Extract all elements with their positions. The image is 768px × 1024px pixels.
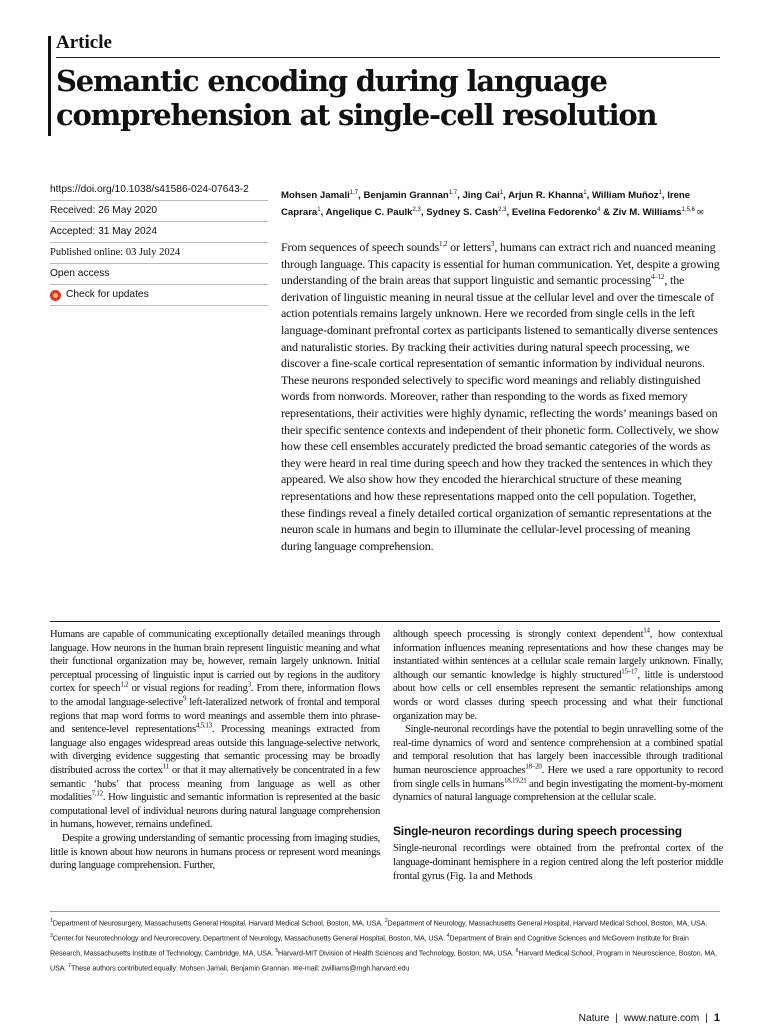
citation-superscript[interactable]: 15–17 [621,667,638,676]
article-type-label: Article [56,32,112,53]
author-affiliation-superscript: 1 [658,190,662,196]
citation-superscript[interactable]: 7,12 [91,789,103,798]
citation-superscript[interactable]: 6 [515,947,519,954]
author-affiliation-superscript: 2,3 [412,207,421,214]
author-affiliation-superscript: 1,7 [349,190,359,196]
abstract: From sequences of speech sounds$^{1,2}$ or letters$^3$, humans can extract rich and nuanced meaning through language. This capacity is essential for human communication. Yet, despite a growing understanding of the brain areas that support linguistic and semantic processing$^{4-12}$, the derivation of linguistic meaning in neural tissue at the cellular level and over the timescale of action potentials remains largely unknown. Here we recorded from single cells in the left language-dominant prefrontal cortex as participants listened to semantically diverse sentences and naturalistic stories. By tracking their activities during natural speech processing, we discover a fine-scale cortical representation of semantic information by individual neurons. These neurons responded selectively to specific word meanings and reliably distinguished words from nonwords. Moreover, rather than responding to the words as fixed memory representations, their activities were highly dynamic, reflecting the words’ meanings based on their specific sentence contexts and independent of their phonetic form. Collectively, we show how these cell ensembles accurately predicted the broad semantic categories of the words as they were heard in real time during speech and how they tracked the sentences in which they appeared. We also show how they encoded the hierarchical structure of these meaning representations and how these representations mapped onto the cell population. Together, these findings reveal a finely detailed cortical organization of semantic representations at the neuron scale in humans and begin to illuminate the cellular-level processing of meaning during language comprehension. [281,240,720,553]
crossmark-icon [50,290,61,301]
citation-superscript[interactable]: 3 [50,932,53,939]
body-paragraph: Single-neuronal recordings have the potential to begin unravelling some of the real-time dynamics of word and sentence comprehension at a combined spatial and temporal resolution that has largely been inaccessible through traditional human neuroscience approaches$^{18-20}$. Here we used a rare opportunity to record from single cells in humans$^{18,19,21}$ and begin investigating the moment-by-moment dynamics of natural language comprehension at the cellular scale. [393,724,723,804]
author-name[interactable]: Irene Caprara$^1$ [281,190,691,219]
citation-superscript[interactable]: 14 [643,626,650,635]
author-name[interactable]: Jing Cai$^1$ [462,190,504,202]
body-paragraph: Despite a growing understanding of semantic processing from imaging studies, little is known about how neurons in humans process or represent word meanings during language comprehension. Further, [50,832,380,872]
citation-superscript[interactable]: 9 [182,694,187,703]
citation-superscript[interactable]: 4 [446,932,450,939]
citation-superscript[interactable]: 7 [68,962,71,969]
citation-superscript[interactable]: 3 [247,680,251,689]
body-column-right [393,628,723,883]
author-name[interactable]: Ziv M. Williams$^{1,5,6}$ [612,207,695,219]
page-number: 1 [713,1012,720,1024]
body-paragraph: Single-neuronal recordings were obtained from the prefrontal cortex of the language-dominant hemisphere in a region centred along the left posterior middle frontal gyrus (Fig. 1a and Methods [393,843,723,882]
body-column-left [50,628,380,873]
footnote-rule [50,911,720,912]
citation-superscript[interactable]: 1,2 [438,240,448,248]
citation-superscript[interactable]: 5 [275,947,279,954]
top-rule [56,57,720,58]
received-date: Received: 26 May 2020 [50,201,268,222]
journal-name: Nature [578,1012,610,1024]
author-name[interactable]: Arjun R. Khanna$^1$ [508,190,587,202]
check-for-updates-label: Check for updates [66,289,149,300]
author-name[interactable]: Angelique C. Paulk$^{2,3}$ [325,207,421,219]
author-affiliation-superscript: 1 [317,207,321,214]
check-for-updates-button[interactable] [50,285,268,306]
citation-superscript[interactable]: 1 [50,918,53,924]
page-footer [579,1012,720,1024]
accepted-date: Accepted: 31 May 2024 [50,222,268,243]
open-access-label: Open access [50,264,268,285]
author-affiliation-superscript: 2,3 [498,207,507,214]
citation-superscript[interactable]: 3 [490,240,495,248]
footer-separator: | [615,1012,618,1024]
journal-url[interactable]: www.nature.com [623,1012,700,1024]
footer-separator: | [705,1012,708,1024]
author-affiliation-superscript: 1 [583,190,587,196]
published-date: Published online: 03 July 2024 [50,243,268,264]
citation-superscript[interactable]: 18,19,21 [504,776,527,784]
abstract-divider [50,621,720,622]
author-affiliation-superscript: 1,7 [448,190,458,196]
citation-superscript[interactable]: 2 [384,918,388,924]
author-name[interactable]: Mohsen Jamali$^{1,7}$ [281,190,359,202]
section-heading: Single-neuron recordings during speech processing [393,823,682,838]
citation-superscript[interactable]: 11 [162,762,170,771]
email-icon: ✉ [694,208,704,218]
author-name[interactable]: Benjamin Grannan$^{1,7}$ [363,190,458,202]
author-name[interactable]: Evelina Fedorenko$^4$ [511,207,601,219]
author-affiliation-superscript: 4 [597,207,601,214]
citation-superscript[interactable]: 18–20 [525,762,542,771]
author-affiliation-superscript: 1,5,6 [681,207,695,214]
citation-superscript[interactable]: 4,5,13 [195,721,212,730]
page-title: Semantic encoding during language comprehension at single-cell resolution [56,64,657,132]
body-paragraph: Humans are capable of communicating exceptionally detailed meanings through language. How neurons in the human brain represent linguistic meaning and what their functional organization may be, however, remain largely unknown. Initial perceptual processing of linguistic input is carried out by regions in the auditory cortex for speech$^{1,2}$ or visual regions for reading$^3$. From there, information flows to the amodal language-selective$^9$ left-lateralized network of frontal and temporal regions that map word forms to word meanings and assemble them into phrase- and sentence-level representations$^{4,5,13}$. Processing meanings extracted from language also engages widespread areas outside this language-selective network, with diverging evidence suggesting that semantic processing may be broadly distributed across the cortex$^{11}$ or that it may alternatively be concentrated in a few semantic ‘hubs’ that process meaning from language as well as other modalities$^{7,12}$. How linguistic and semantic information is represented at the basic computational level of individual neurons during natural language comprehension in humans, however, remains undefined. [50,629,381,831]
author-name[interactable]: William Muñoz$^1$ [591,190,662,202]
author-name[interactable]: Sydney S. Cash$^{2,3}$ [426,207,507,219]
doi-link[interactable]: https://doi.org/10.1038/s41586-024-07643-2 [50,180,268,201]
body-paragraph: although speech processing is strongly context dependent$^{14}$, how contextual information influences meaning representations and how these changes may be instantiated within sentences at a cellular scale remain largely unknown. Finally, although our semantic knowledge is highly structured$^{15-17}$, little is understood about how cells or cell ensembles represent the semantic relationships among words or word classes during speech processing and what their functional organization may be. [393,626,723,722]
article-metadata [50,180,268,306]
affiliations-footnotes: $^1$Department of Neurosurgery, Massachusetts General Hospital, Harvard Medical School, Boston, MA, USA. $^2$Department of Neurology, Massachusetts General Hospital, Harvard Medical School, Boston, MA, USA. $^3$Center for Neurotechnology and Neurorecovery, Department of Neurology, Massachusetts General Hospital, Boston, MA, USA. $^4$Department of Brain and Cognitive Sciences and McGovern Institute for Brain Research, Massachusetts Institute of Technology, Cambridge, MA, USA. $^5$Harvard-MIT Division of Health Sciences and Technology, Boston, MA, USA. $^6$Harvard Medical School, Program in Neuroscience, Boston, MA, USA. $^7$These authors contributed equally: Mohsen Jamali, Benjamin Grannan. ✉e-mail: zwilliams@mgh.harvard.edu [50,918,717,973]
article-accent-bar [48,36,51,136]
author-affiliation-superscript: 1 [499,190,504,196]
citation-superscript[interactable]: 4–12 [650,273,665,282]
author-list: Mohsen Jamali$^{1,7}$, Benjamin Grannan$^{1,7}$, Jing Cai$^1$, Arjun R. Khanna$^1$, William Muñoz$^1$, Irene Caprara$^1$, Angelique C. Paulk$^{2,3}$, Sydney S. Cash$^{2,3}$, Evelina Fedorenko$^4$ & Ziv M. Williams$^{1,5,6}$ ✉ [281,190,704,219]
citation-superscript[interactable]: 1,2 [120,680,129,689]
